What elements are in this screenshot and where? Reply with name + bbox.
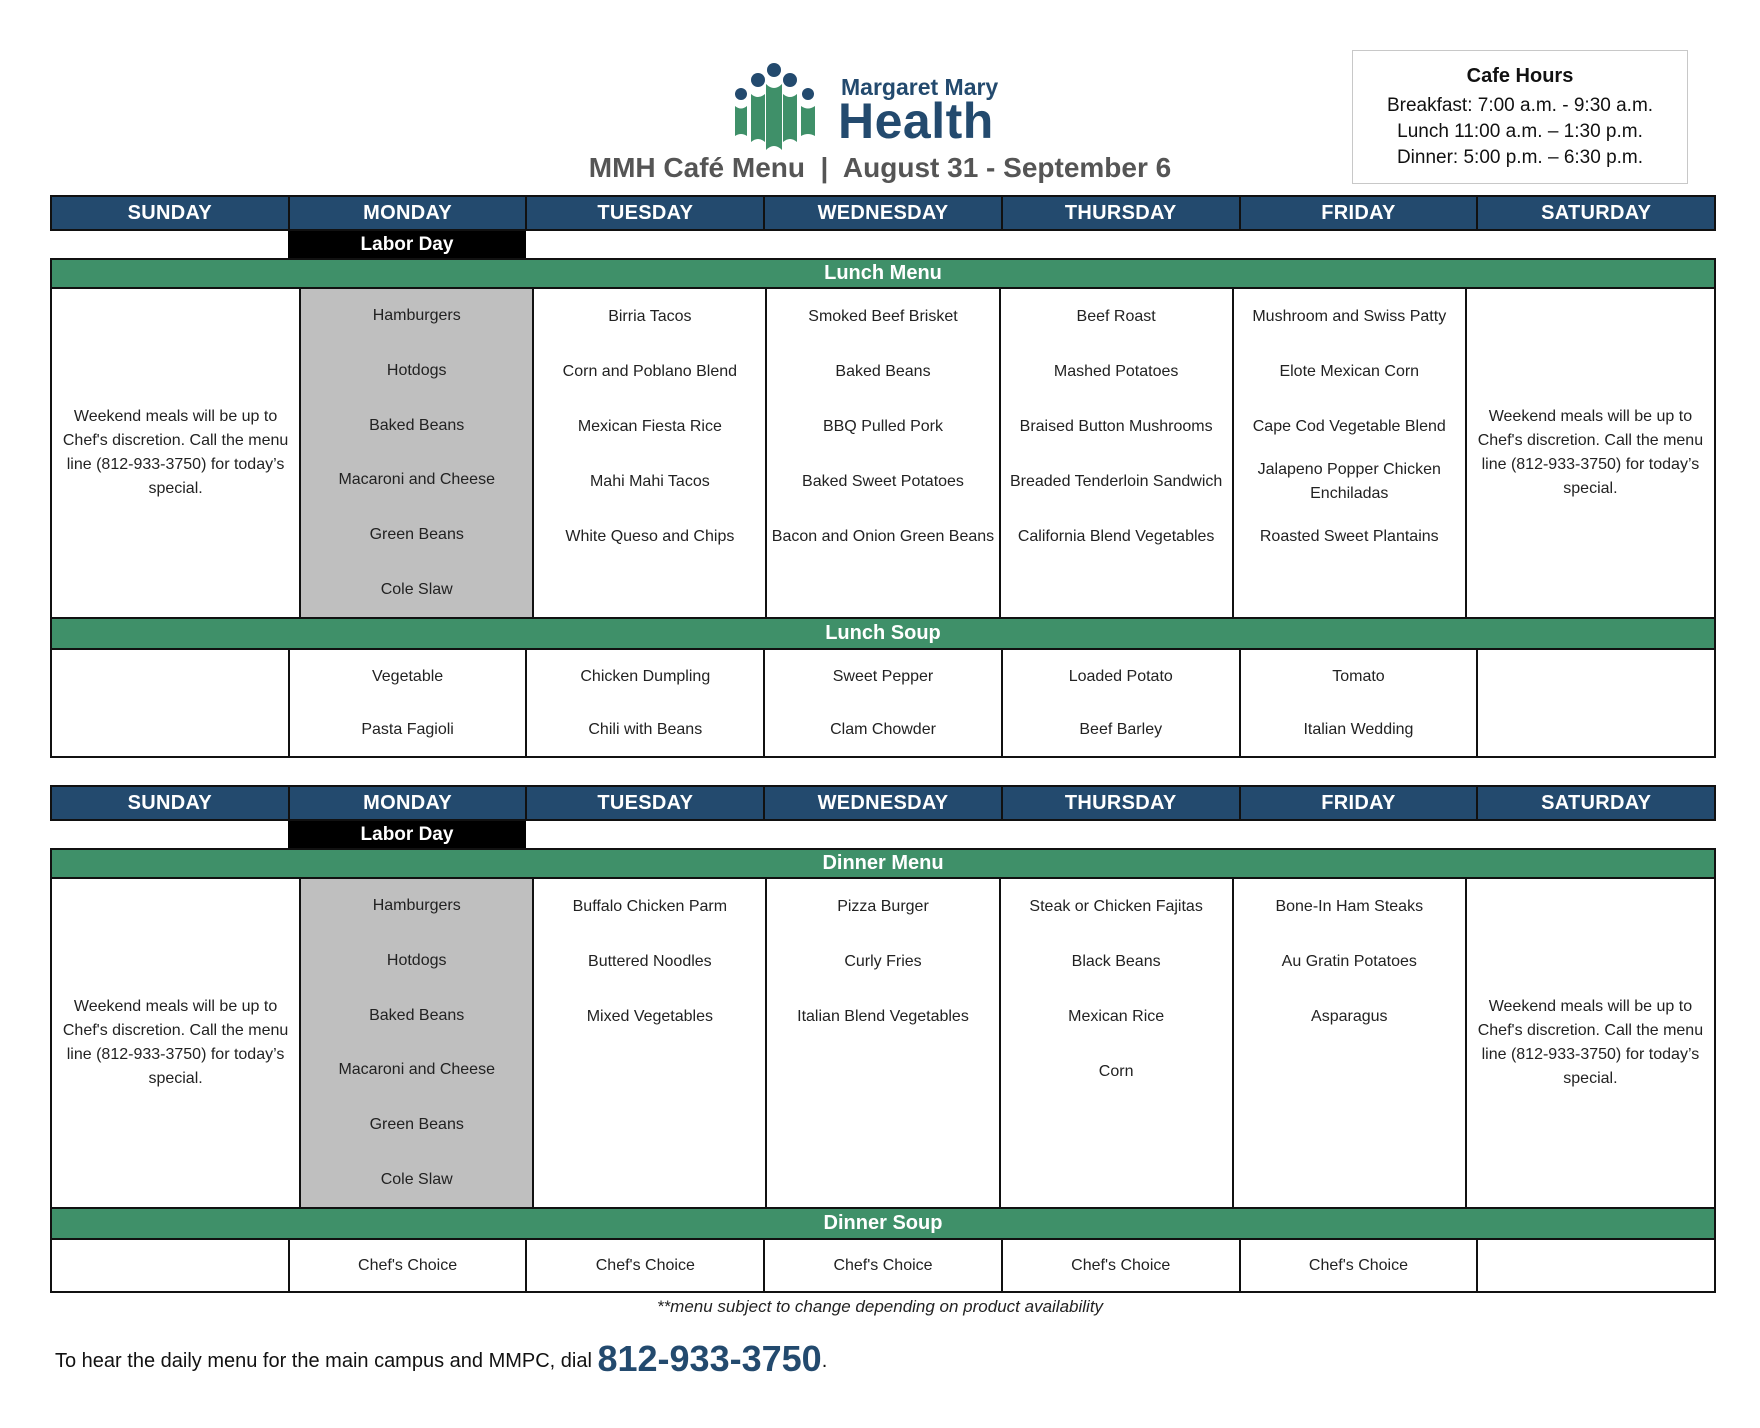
holiday-row	[50, 231, 1716, 258]
lunch-menu-row	[50, 289, 1716, 619]
holiday-label: Labor Day	[288, 231, 526, 258]
menu-item: Loaded Potato	[1068, 667, 1173, 685]
menu-item: Mahi Mahi Tacos	[589, 472, 710, 490]
lunch-soup-bar: Lunch Soup	[50, 619, 1716, 650]
menu-item: Chicken Dumpling	[580, 667, 711, 685]
lunch-hours: Lunch 11:00 a.m. – 1:30 p.m.	[1397, 121, 1643, 142]
sunday-soup	[52, 650, 290, 756]
menu-item: Baked Beans	[369, 1006, 465, 1024]
menu-item: Jalapeno Popper Chicken Enchiladas	[1257, 460, 1441, 502]
menu-item: Italian Wedding	[1303, 720, 1414, 738]
menu-item: Corn and Poblano Blend	[562, 362, 738, 380]
menu-item: Beef Barley	[1079, 720, 1163, 738]
menu-item: Macaroni and Cheese	[338, 471, 495, 489]
menu-item: Cole Slaw	[380, 580, 453, 598]
breakfast-hours: Breakfast: 7:00 a.m. - 9:30 a.m.	[1386, 95, 1654, 116]
menu-item: Baked Beans	[369, 416, 465, 434]
holiday-row	[50, 821, 1716, 848]
day-header-thursday: THURSDAY	[1003, 787, 1241, 819]
lunch-table	[50, 195, 1716, 758]
menu-item: Beef Roast	[1076, 307, 1156, 325]
menu-item: Baked Sweet Potatoes	[802, 472, 964, 490]
cafe-hours-box	[1352, 50, 1688, 184]
saturday-soup	[1478, 650, 1714, 756]
menu-item: Corn	[1098, 1062, 1134, 1080]
day-header-saturday: SATURDAY	[1541, 201, 1652, 224]
sunday-soup	[52, 1240, 290, 1291]
menu-phone-number: 812-933-3750	[597, 1338, 822, 1379]
menu-item: Green Beans	[369, 1116, 464, 1134]
day-header-saturday: SATURDAY	[1541, 791, 1652, 814]
wednesday-soup	[765, 1240, 1003, 1291]
day-header-tuesday: TUESDAY	[527, 197, 765, 229]
thursday-lunch	[1001, 289, 1234, 617]
day-header-row	[50, 195, 1716, 231]
thursday-dinner	[1001, 879, 1234, 1207]
menu-item: Hotdogs	[386, 952, 447, 969]
tuesday-soup	[527, 1240, 765, 1291]
day-header-sunday: SUNDAY	[52, 197, 290, 229]
menu-item: Pasta Fagioli	[361, 720, 454, 738]
menu-item: Cole Slaw	[380, 1170, 453, 1188]
menu-item: Braised Button Mushrooms	[1019, 417, 1213, 435]
wednesday-lunch	[767, 289, 1000, 617]
menu-item: Roasted Sweet Plantains	[1259, 527, 1439, 545]
menu-item: Curly Fries	[844, 952, 922, 970]
menu-item: Baked Beans	[835, 362, 931, 380]
menu-item: BBQ Pulled Pork	[822, 417, 944, 435]
day-header-wednesday: WEDNESDAY	[765, 197, 1003, 229]
period: .	[821, 1350, 828, 1372]
day-header-row	[50, 785, 1716, 821]
menu-item: Tomato	[1332, 667, 1385, 685]
dinner-soup-bar: Dinner Soup	[50, 1209, 1716, 1240]
availability-footnote: **menu subject to change depending on product availability	[656, 1297, 1104, 1316]
menu-item: Buttered Noodles	[588, 952, 712, 970]
menu-item: Au Gratin Potatoes	[1281, 952, 1417, 970]
cafe-hours-title: Cafe Hours	[1466, 65, 1574, 87]
monday-dinner	[301, 879, 534, 1207]
soup-item: Chef's Choice	[595, 1256, 695, 1274]
wednesday-dinner	[767, 879, 1000, 1207]
friday-lunch	[1234, 289, 1467, 617]
day-header-tuesday: TUESDAY	[527, 787, 765, 819]
logo-text-health: Health	[838, 93, 994, 149]
thursday-soup	[1003, 1240, 1241, 1291]
dinner-soup-row	[50, 1240, 1716, 1293]
menu-item: Sweet Pepper	[832, 667, 934, 685]
menu-item: Mexican Rice	[1068, 1007, 1165, 1025]
dial-text: To hear the daily menu for the main campus and MMPC, dial	[55, 1350, 598, 1372]
page-header	[0, 0, 1760, 195]
menu-item: Hotdogs	[386, 362, 447, 379]
menu-line-info	[55, 1338, 827, 1380]
menu-item: Black Beans	[1071, 952, 1161, 970]
menu-item: California Blend Vegetables	[1017, 527, 1215, 545]
friday-soup	[1241, 1240, 1479, 1291]
saturday-note: Weekend meals will be up to Chef's discretion. Call the menu line (812-933-3750) for today’s special.	[1477, 408, 1704, 497]
menu-item: Elote Mexican Corn	[1279, 362, 1420, 380]
menu-item: Pizza Burger	[837, 897, 929, 915]
menu-item: Vegetable	[371, 667, 444, 685]
tuesday-dinner	[534, 879, 767, 1207]
page-title: MMH Café Menu | August 31 - September 6	[588, 152, 1172, 183]
menu-item: Steak or Chicken Fajitas	[1029, 897, 1203, 915]
menu-item: Bone-In Ham Steaks	[1275, 897, 1424, 915]
holiday-label: Labor Day	[288, 821, 526, 848]
menu-item: Bacon and Onion Green Beans	[771, 527, 995, 545]
day-header-thursday: THURSDAY	[1003, 197, 1241, 229]
dinner-hours: Dinner: 5:00 p.m. – 6:30 p.m.	[1396, 147, 1644, 168]
menu-item: Mexican Fiesta Rice	[577, 417, 722, 435]
menu-item: Birria Tacos	[608, 307, 692, 325]
monday-soup	[290, 1240, 528, 1291]
menu-item: Green Beans	[369, 526, 464, 544]
saturday-note: Weekend meals will be up to Chef's discretion. Call the menu line (812-933-3750) for today’s special.	[1477, 998, 1704, 1087]
sunday-note: Weekend meals will be up to Chef's discretion. Call the menu line (812-933-3750) for today’s special.	[52, 879, 301, 1207]
menu-item: Buffalo Chicken Parm	[572, 897, 728, 915]
wednesday-soup	[765, 650, 1003, 756]
lunch-menu-bar: Lunch Menu	[50, 258, 1716, 289]
friday-dinner	[1234, 879, 1467, 1207]
menu-item: Cape Cod Vegetable Blend	[1252, 417, 1446, 435]
monday-lunch	[301, 289, 534, 617]
saturday-soup	[1478, 1240, 1714, 1291]
thursday-soup	[1003, 650, 1241, 756]
dinner-table	[50, 785, 1716, 1293]
monday-soup	[290, 650, 528, 756]
menu-item: Hamburgers	[372, 307, 461, 325]
soup-item: Chef's Choice	[833, 1256, 933, 1274]
dinner-menu-bar: Dinner Menu	[50, 848, 1716, 879]
tuesday-soup	[527, 650, 765, 756]
soup-item: Chef's Choice	[1308, 1256, 1408, 1274]
menu-item: Asparagus	[1311, 1007, 1388, 1025]
soup-item: Chef's Choice	[1071, 1256, 1171, 1274]
menu-item: Mushroom and Swiss Patty	[1252, 307, 1447, 325]
dinner-menu-row	[50, 879, 1716, 1209]
menu-item: Hamburgers	[372, 897, 461, 915]
menu-item: Mixed Vegetables	[586, 1007, 713, 1025]
tuesday-lunch	[534, 289, 767, 617]
day-header-monday: MONDAY	[290, 197, 528, 229]
menu-item: Italian Blend Vegetables	[797, 1007, 969, 1025]
menu-item: Breaded Tenderloin Sandwich	[1009, 472, 1223, 490]
day-header-monday: MONDAY	[290, 787, 528, 819]
margaret-mary-health-logo	[726, 62, 1006, 152]
people-logo-icon	[726, 62, 826, 152]
menu-item: Mashed Potatoes	[1053, 362, 1179, 380]
friday-soup	[1241, 650, 1479, 756]
menu-item: Clam Chowder	[830, 720, 936, 738]
lunch-soup-row	[50, 650, 1716, 758]
soup-item: Chef's Choice	[358, 1256, 458, 1274]
day-header-wednesday: WEDNESDAY	[765, 787, 1003, 819]
menu-item: Chili with Beans	[588, 720, 703, 738]
day-header-sunday: SUNDAY	[52, 787, 290, 819]
menu-item: Macaroni and Cheese	[338, 1061, 495, 1079]
menu-item: Smoked Beef Brisket	[808, 307, 958, 325]
day-header-friday: FRIDAY	[1241, 197, 1479, 229]
sunday-note: Weekend meals will be up to Chef's discretion. Call the menu line (812-933-3750) for today’s special.	[52, 289, 301, 617]
menu-item: White Queso and Chips	[565, 527, 735, 545]
day-header-friday: FRIDAY	[1241, 787, 1479, 819]
logo-text-margaret-mary: Margaret Mary	[841, 74, 999, 100]
